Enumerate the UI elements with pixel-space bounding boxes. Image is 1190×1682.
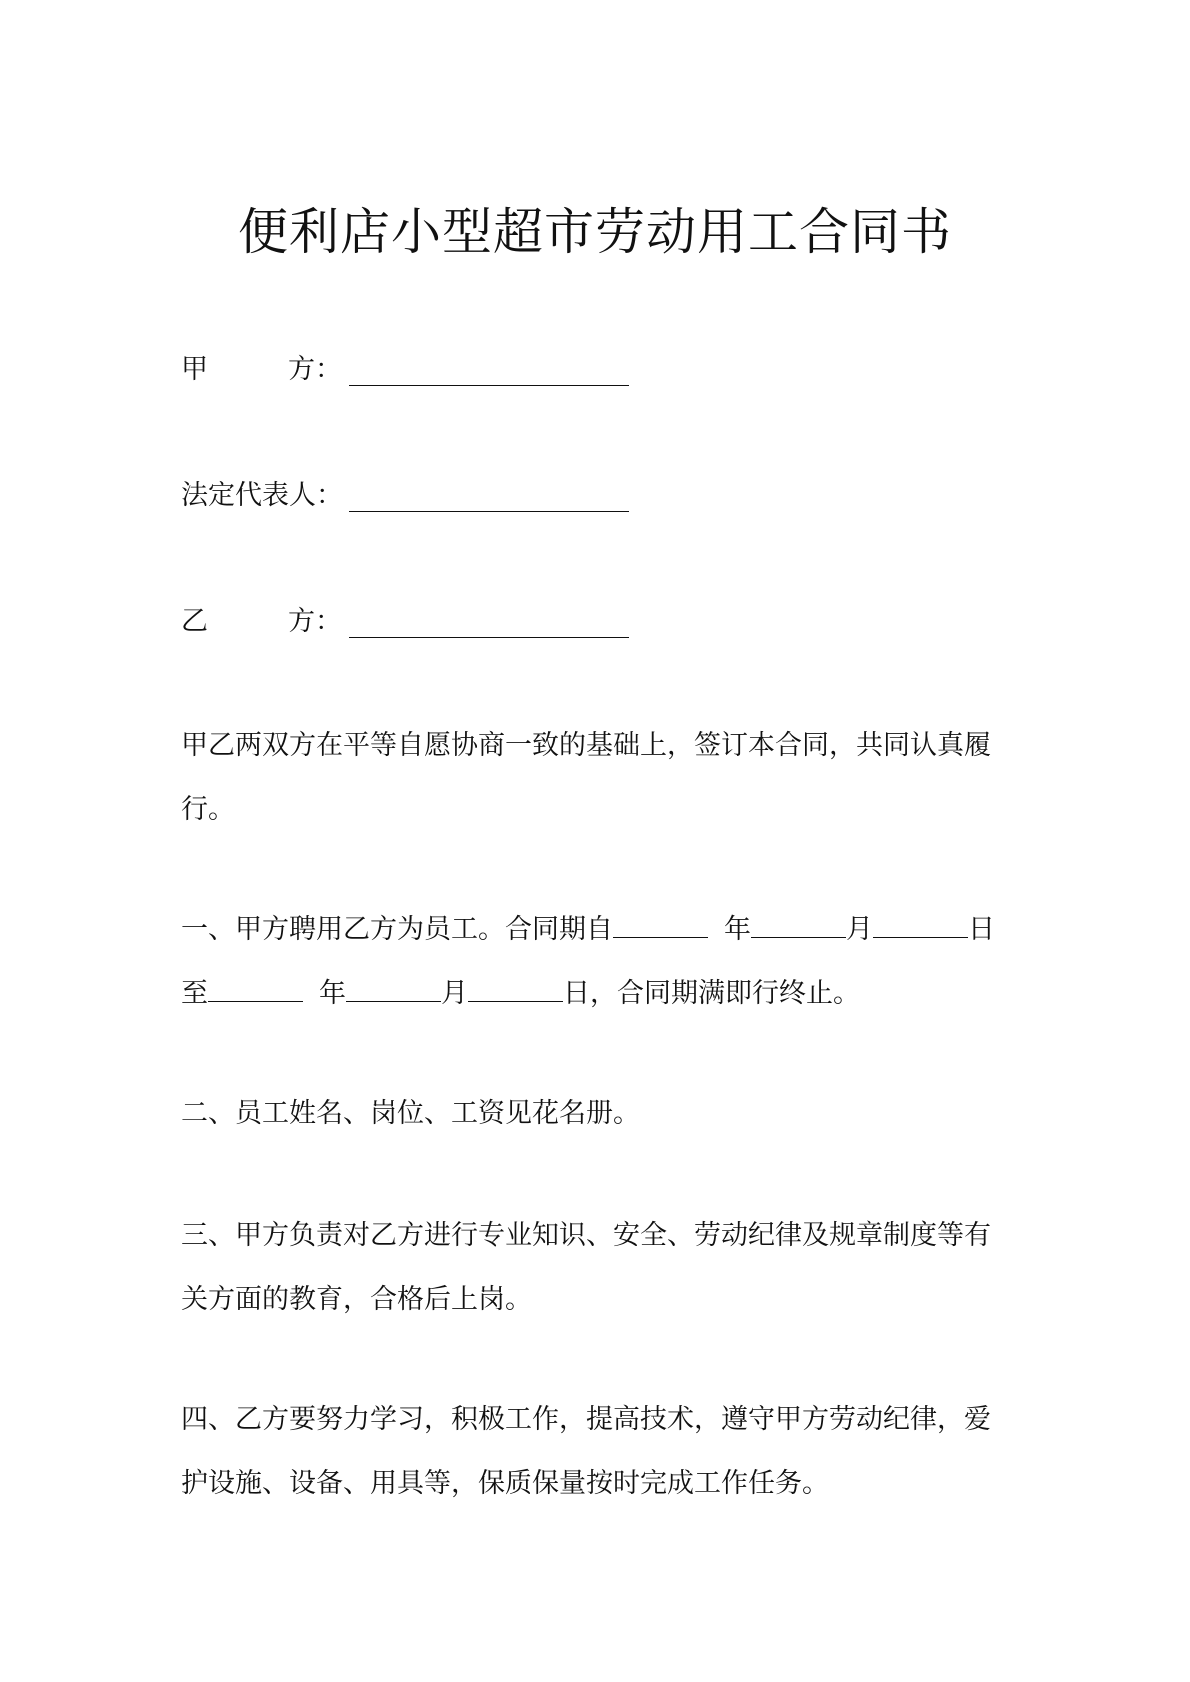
start-year-label: 年 <box>724 914 751 945</box>
party-b-label-char2: 方： <box>288 606 342 637</box>
party-a-input-line[interactable] <box>349 355 629 386</box>
clause-1-line-1 <box>181 898 1021 962</box>
intro-line-2: 行。 <box>181 794 235 825</box>
start-year-blank[interactable] <box>613 907 708 938</box>
clause-2-line-1: 二、员工姓名、岗位、工资见花名册。 <box>181 1098 640 1129</box>
party-a-label-char2: 方： <box>288 354 342 385</box>
clause-3 <box>181 1204 1021 1332</box>
start-day-label: 日 <box>968 914 995 945</box>
start-day-blank[interactable] <box>873 907 968 938</box>
legal-representative-field <box>181 476 629 516</box>
clause-1-prefix: 一、甲方聘用乙方为员工。合同期自 <box>181 914 613 945</box>
party-b-input-line[interactable] <box>349 607 629 638</box>
clause-2 <box>181 1082 1021 1146</box>
clause-1-ending: 日，合同期满即行终止。 <box>563 978 860 1009</box>
end-day-blank[interactable] <box>468 971 563 1002</box>
intro-line-1: 甲乙两双方在平等自愿协商一致的基础上，签订本合同，共同认真履 <box>181 730 991 761</box>
party-a-label <box>181 350 349 390</box>
clause-3-line-2: 关方面的教育，合格后上岗。 <box>181 1284 532 1315</box>
end-year-label: 年 <box>319 978 346 1009</box>
clause-1-to: 至 <box>181 978 208 1009</box>
party-a-label-char1: 甲 <box>181 354 208 385</box>
clause-3-line-1: 三、甲方负责对乙方进行专业知识、安全、劳动纪律及规章制度等有 <box>181 1220 991 1251</box>
end-month-blank[interactable] <box>346 971 441 1002</box>
end-year-blank[interactable] <box>208 971 303 1002</box>
clause-4-line-1: 四、乙方要努力学习，积极工作，提高技术，遵守甲方劳动纪律，爱 <box>181 1404 991 1435</box>
start-month-label: 月 <box>846 914 873 945</box>
party-a-field <box>181 350 629 390</box>
party-b-field <box>181 602 629 642</box>
clause-1-line-2 <box>181 962 1021 1026</box>
legal-representative-input-line[interactable] <box>349 481 629 512</box>
start-month-blank[interactable] <box>751 907 846 938</box>
legal-representative-label: 法定代表人： <box>181 480 343 511</box>
document-title: 便利店小型超市劳动用工合同书 <box>238 203 952 261</box>
clause-1 <box>181 898 1021 1026</box>
party-b-label-char1: 乙 <box>181 606 208 637</box>
clause-4-line-2: 护设施、设备、用具等，保质保量按时完成工作任务。 <box>181 1468 829 1499</box>
clause-4 <box>181 1388 1021 1516</box>
end-month-label: 月 <box>441 978 468 1009</box>
intro-paragraph <box>181 714 1021 842</box>
party-b-label <box>181 602 349 642</box>
